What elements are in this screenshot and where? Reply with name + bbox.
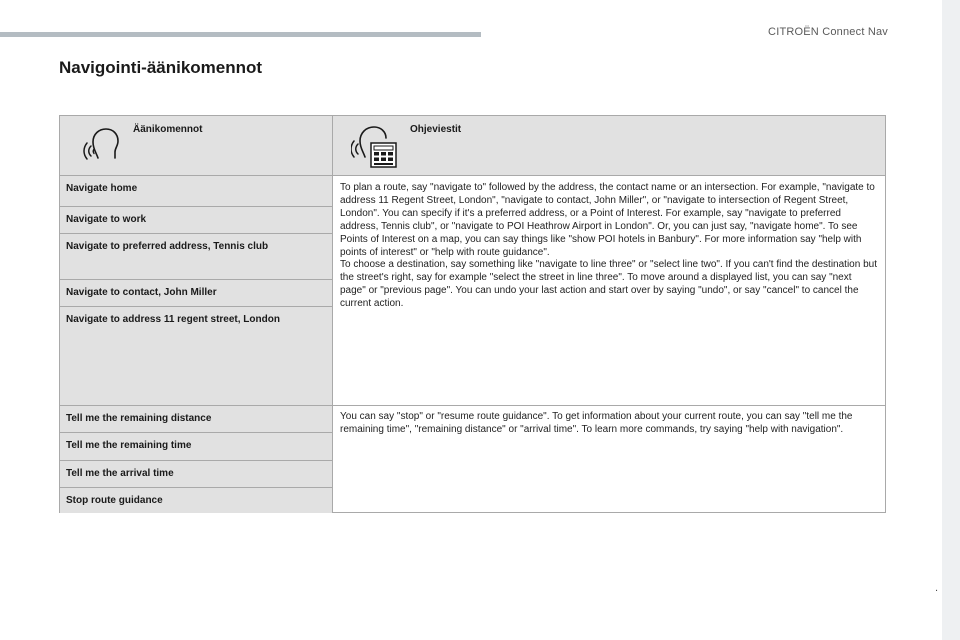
command-stop-guidance: Stop route guidance bbox=[60, 488, 332, 513]
command-navigate-work: Navigate to work bbox=[60, 207, 332, 234]
page-marker: . bbox=[934, 582, 938, 594]
response-paragraph: To choose a destination, say something like "navigate to line three" or "select line two". If you can't find the destination but the street's right, say for example "select the street in line three". To move around a displayed list, you can say "next page" or "previous page". You can undo your last action and start over by saying "undo", or say "cancel" to cancel the current action. bbox=[340, 259, 877, 310]
response-route-info bbox=[340, 411, 878, 437]
command-remaining-distance: Tell me the remaining distance bbox=[60, 406, 332, 433]
commands-header-label: Äänikomennot bbox=[133, 124, 203, 135]
command-navigate-preferred: Navigate to preferred address, Tennis club bbox=[60, 234, 332, 280]
command-navigate-contact: Navigate to contact, John Miller bbox=[60, 280, 332, 307]
command-navigate-home: Navigate home bbox=[60, 176, 332, 207]
responses-header-label: Ohjeviestit bbox=[410, 124, 462, 135]
brand-label: CITROËN Connect Nav bbox=[768, 26, 888, 38]
column-divider bbox=[332, 176, 333, 513]
command-remaining-time: Tell me the remaining time bbox=[60, 433, 332, 461]
response-paragraph: To plan a route, say "navigate to" followed by the address, the contact name or an intersection. For example, "navigate to address 11 Regent Street, London", "navigate to contact, John Miller", or "navigate to intersection of Regent Street, London". You can specify if it's a preferred address, or a Point of Interest. For example, say "navigate to preferred address, Tennis club", or "navigate to POI Heathrow Airport in London". Or, you can just say, "navigate home". To see Points of Interest on a map, you can say things like "show POI hotels in Banbury". For more information say "help with points of interest" or "help with route guidance". bbox=[340, 182, 875, 258]
header-rule bbox=[0, 32, 481, 37]
page-edge-band bbox=[942, 0, 960, 640]
voice-command-table bbox=[59, 115, 886, 513]
page-title: Navigointi-äänikomennot bbox=[59, 58, 263, 77]
response-navigation-destination bbox=[340, 182, 878, 311]
voice-keypad-icon bbox=[351, 123, 399, 169]
command-arrival-time: Tell me the arrival time bbox=[60, 461, 332, 488]
command-navigate-address: Navigate to address 11 regent street, London bbox=[60, 307, 332, 405]
response-paragraph: You can say "stop" or "resume route guidance". To get information about your current route, you can say "tell me the remaining time", "remaining distance" or "arrival time". To learn more commands, try saying "help with navigation". bbox=[340, 411, 853, 435]
table-header-commands bbox=[60, 116, 333, 175]
table-header-responses bbox=[333, 116, 885, 175]
table-header-row bbox=[60, 116, 885, 176]
voice-command-icon bbox=[82, 126, 122, 164]
